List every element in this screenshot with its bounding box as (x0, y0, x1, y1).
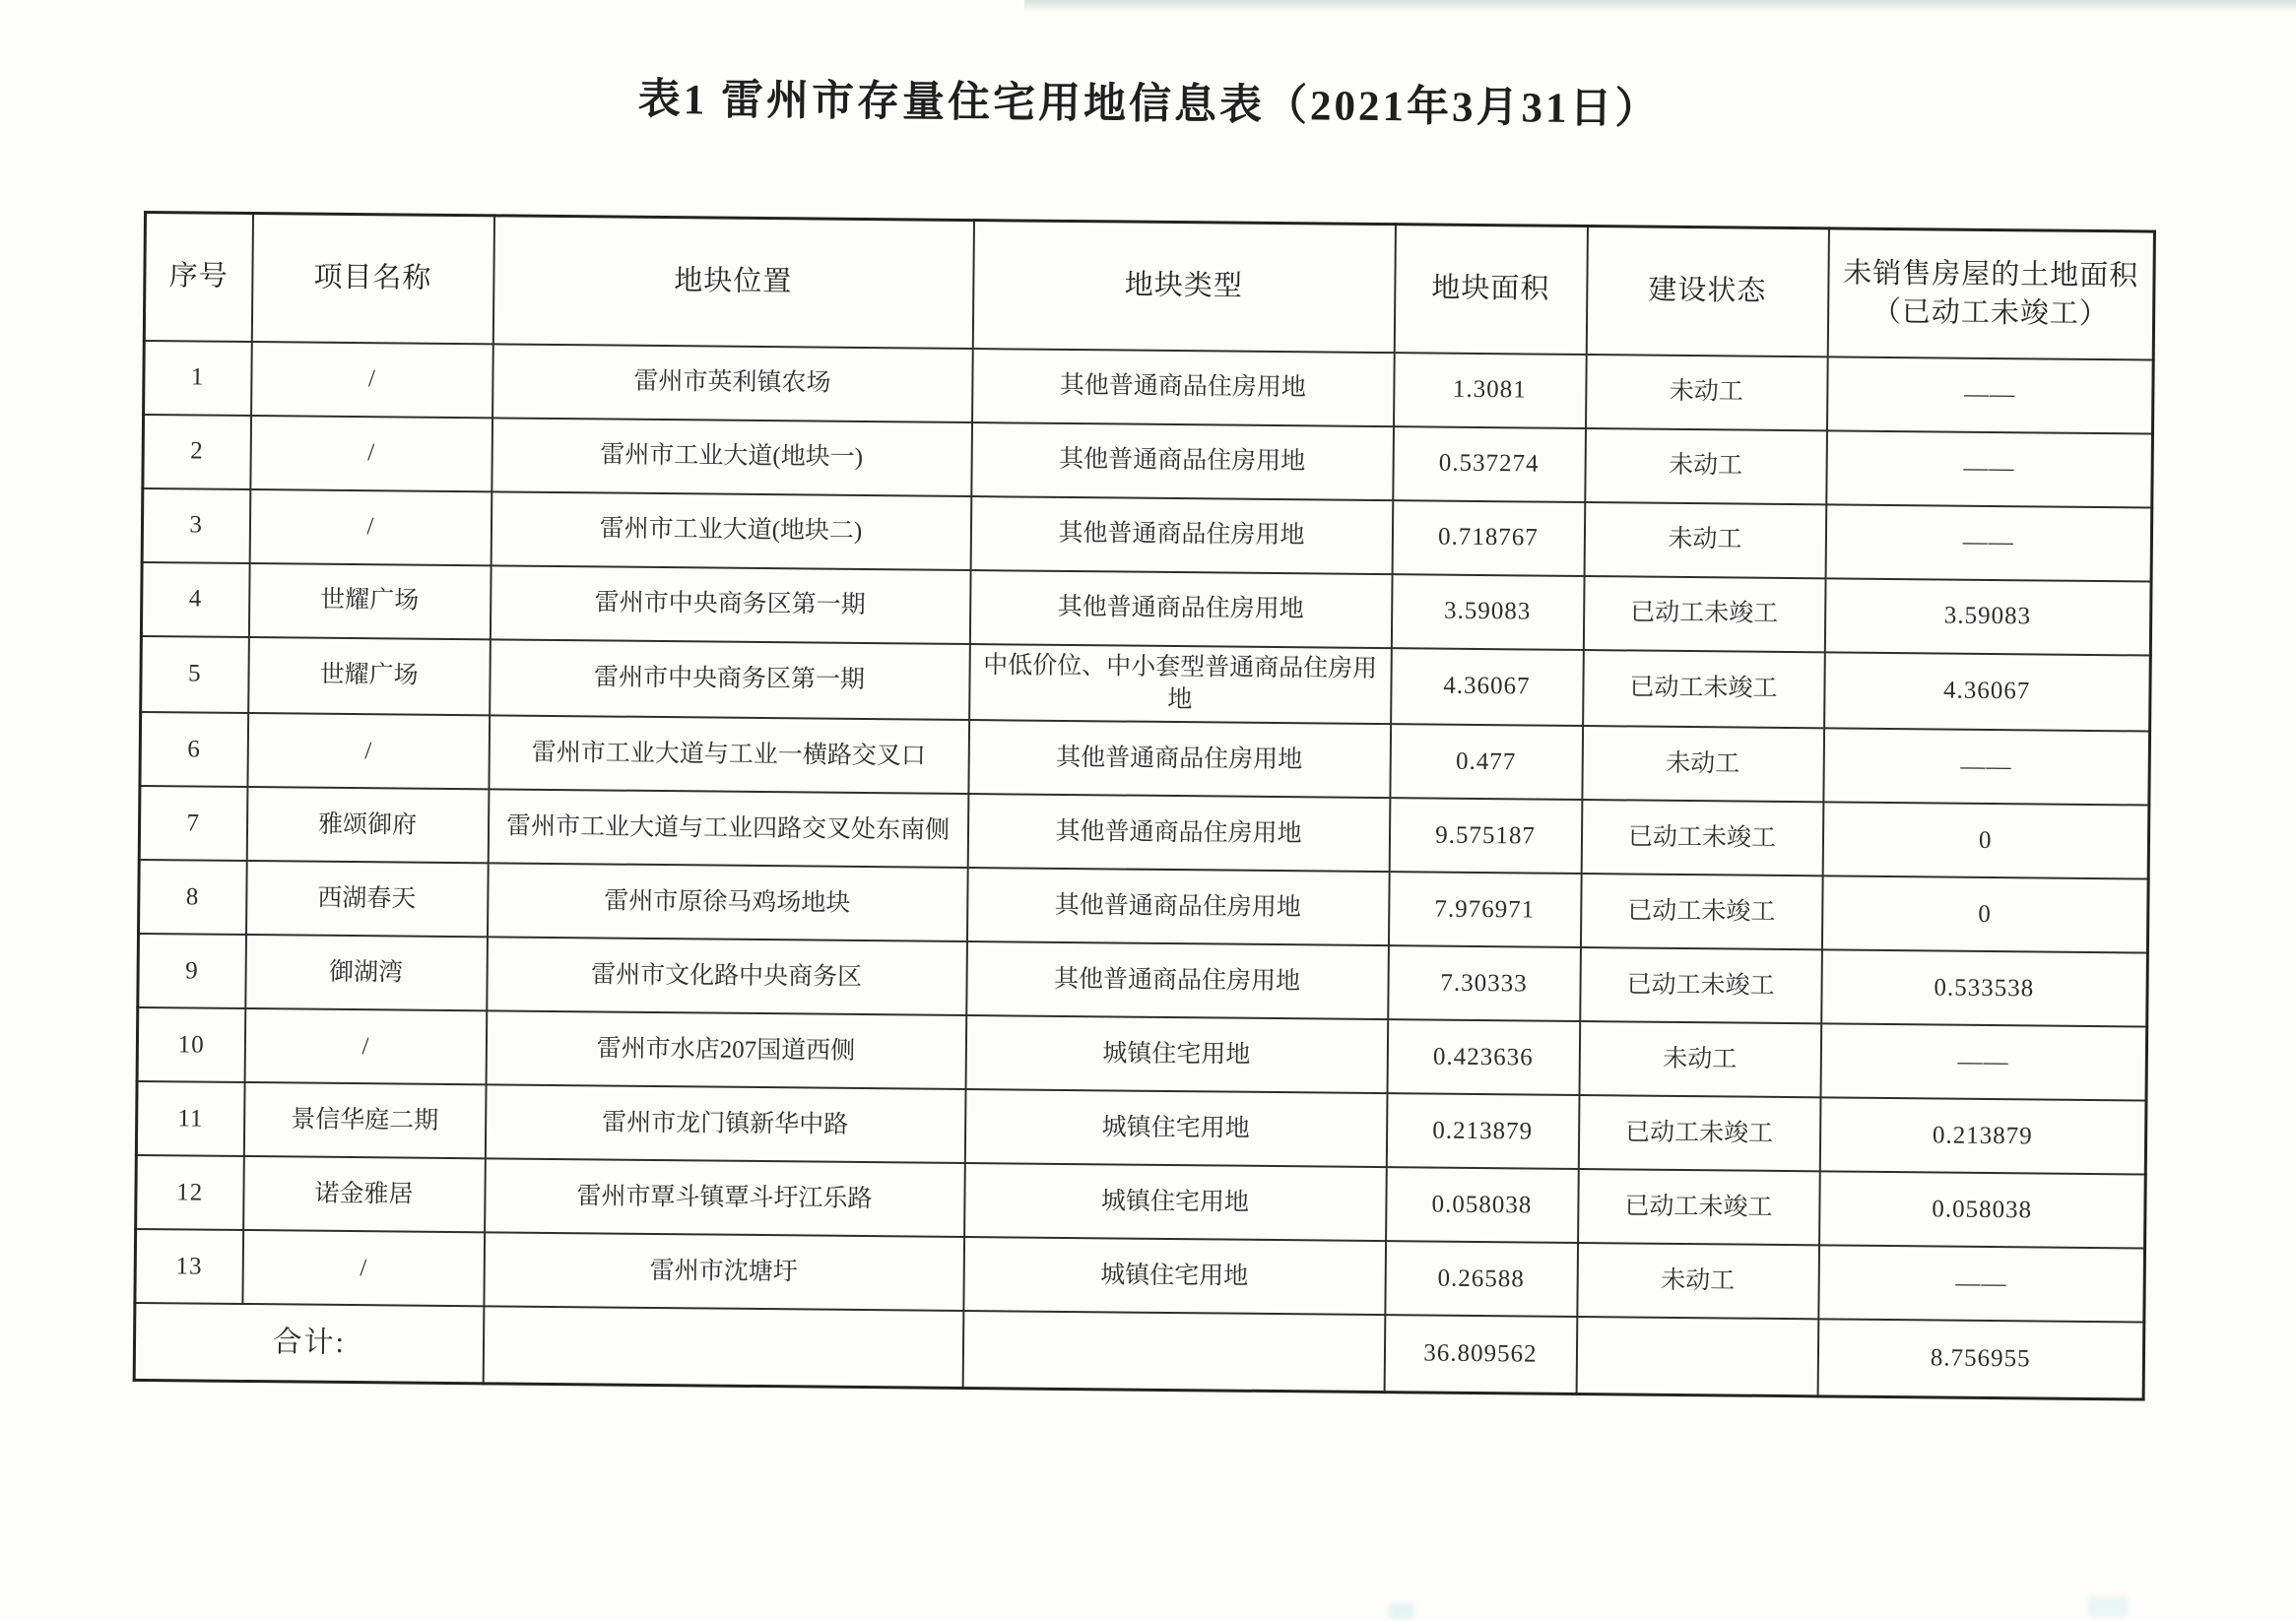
cell-project-name: 景信华庭二期 (243, 1082, 486, 1158)
cell-status: 未动工 (1579, 1021, 1821, 1097)
cell-unsold-area: 0 (1821, 875, 2148, 952)
cell-unsold-area: 0.213879 (1819, 1097, 2146, 1174)
cell-type: 中低价位、中小套型普通商品住房用地 (969, 644, 1392, 725)
cell-location: 雷州市覃斗镇覃斗圩江乐路 (485, 1158, 965, 1237)
total-location-cell (483, 1306, 963, 1388)
header-status: 建设状态 (1586, 227, 1828, 357)
cell-index: 3 (142, 487, 250, 562)
cell-status: 已动工未竣工 (1578, 1095, 1820, 1171)
cell-status: 已动工未竣工 (1578, 1169, 1820, 1245)
cell-area: 0.718767 (1392, 500, 1585, 576)
header-index: 序号 (144, 212, 252, 341)
cell-area: 0.058038 (1386, 1167, 1579, 1243)
cell-status: 未动工 (1585, 428, 1827, 504)
cell-project-name: / (242, 1230, 485, 1306)
total-unsold-cell: 8.756955 (1817, 1319, 2144, 1398)
cell-type: 城镇住宅用地 (963, 1237, 1386, 1315)
cell-location: 雷州市英利镇农场 (492, 344, 973, 422)
header-type: 地块类型 (972, 221, 1395, 353)
cell-status: 已动工未竣工 (1580, 874, 1822, 949)
header-project-name: 项目名称 (251, 214, 493, 344)
cell-location: 雷州市工业大道(地块一) (492, 418, 972, 496)
cell-index: 2 (143, 414, 251, 488)
cell-index: 8 (139, 860, 247, 935)
cell-location: 雷州市沈塘圩 (484, 1232, 964, 1311)
cell-area: 7.976971 (1388, 872, 1581, 947)
cell-location: 雷州市工业大道与工业一横路交叉口 (489, 715, 969, 794)
cell-unsold-area: —— (1826, 357, 2153, 433)
cell-type: 其他普通商品住房用地 (969, 570, 1392, 648)
cell-location: 雷州市水店207国道西侧 (486, 1010, 966, 1089)
cell-area: 1.3081 (1394, 353, 1587, 428)
cell-status: 未动工 (1577, 1243, 1819, 1319)
cell-location: 雷州市龙门镇新华中路 (485, 1084, 965, 1163)
cell-project-name: / (244, 1008, 487, 1084)
cell-status: 已动工未竣工 (1580, 947, 1822, 1023)
cell-project-name: 世耀广场 (248, 637, 491, 716)
cell-status: 已动工未竣工 (1583, 576, 1825, 652)
cell-index: 11 (136, 1081, 244, 1156)
cell-location: 雷州市中央商务区第一期 (490, 565, 970, 644)
cell-location: 雷州市文化路中央商务区 (487, 937, 967, 1015)
cell-area: 0.26588 (1385, 1241, 1578, 1317)
cell-unsold-area: 0.533538 (1821, 949, 2148, 1026)
cell-project-name: / (247, 713, 490, 789)
cell-unsold-area: 0 (1822, 802, 2149, 878)
cell-unsold-area: —— (1818, 1245, 2145, 1322)
cell-location: 雷州市中央商务区第一期 (490, 639, 970, 720)
cell-status: 未动工 (1584, 502, 1826, 578)
cell-status: 已动工未竣工 (1583, 650, 1825, 729)
cell-area: 9.575187 (1389, 798, 1582, 874)
table-header (144, 212, 2154, 359)
header-row (144, 212, 2154, 359)
total-area-cell: 36.809562 (1384, 1315, 1577, 1394)
cell-index: 5 (141, 635, 249, 713)
cell-index: 10 (137, 1007, 245, 1082)
cell-project-name: / (250, 416, 492, 491)
cell-project-name: / (249, 489, 492, 565)
cell-location: 雷州市工业大道与工业四路交叉处东南侧 (488, 789, 968, 868)
cell-location: 雷州市工业大道(地块二) (491, 491, 971, 570)
cell-project-name: 西湖春天 (246, 861, 489, 937)
cell-index: 12 (136, 1155, 244, 1230)
cell-area: 0.423636 (1387, 1019, 1580, 1095)
cell-location: 雷州市原徐马鸡场地块 (487, 863, 967, 941)
cell-unsold-area: 0.058038 (1819, 1171, 2146, 1248)
cell-type: 其他普通商品住房用地 (971, 422, 1394, 500)
cell-type: 城镇住宅用地 (964, 1163, 1387, 1241)
cell-index: 13 (135, 1229, 243, 1304)
cell-project-name: 御湖湾 (245, 935, 488, 1010)
header-location: 地块位置 (492, 216, 973, 349)
cell-status: 未动工 (1586, 355, 1828, 430)
land-info-table (133, 211, 2156, 1400)
header-area: 地块面积 (1394, 225, 1587, 355)
cell-unsold-area: 3.59083 (1824, 578, 2151, 655)
cell-project-name: 诺金雅居 (243, 1156, 486, 1232)
page-title: 表1 雷州市存量住宅用地信息表（2021年3月31日） (637, 76, 1661, 133)
cell-area: 7.30333 (1388, 945, 1581, 1021)
total-label-cell: 合计: (134, 1303, 484, 1383)
cell-project-name: 雅颂御府 (246, 787, 489, 863)
cell-type: 其他普通商品住房用地 (972, 349, 1395, 426)
cell-type: 其他普通商品住房用地 (968, 720, 1391, 798)
cell-status: 已动工未竣工 (1581, 800, 1823, 875)
cell-type: 其他普通商品住房用地 (970, 496, 1393, 574)
total-status-cell (1576, 1317, 1818, 1395)
cell-status: 未动工 (1582, 726, 1824, 802)
total-type-cell (962, 1311, 1385, 1392)
cell-area: 4.36067 (1391, 648, 1584, 726)
cell-area: 3.59083 (1391, 574, 1584, 650)
cell-area: 0.537274 (1393, 426, 1586, 502)
cell-unsold-area: —— (1823, 728, 2150, 805)
cell-area: 0.213879 (1386, 1093, 1579, 1169)
cell-type: 城镇住宅用地 (965, 1015, 1388, 1093)
cell-type: 城镇住宅用地 (964, 1089, 1387, 1167)
cell-type: 其他普通商品住房用地 (966, 941, 1389, 1019)
cell-unsold-area: —— (1820, 1023, 2147, 1100)
header-unsold-area: 未销售房屋的土地面积 （已动工未竣工） (1827, 228, 2154, 359)
cell-project-name: 世耀广场 (248, 563, 491, 639)
cell-index: 6 (140, 712, 248, 787)
cell-type: 其他普通商品住房用地 (966, 868, 1389, 945)
cell-index: 9 (138, 934, 246, 1008)
cell-area: 0.477 (1390, 724, 1583, 800)
cell-project-name: / (251, 342, 493, 418)
cell-unsold-area: —— (1825, 504, 2152, 581)
cell-index: 7 (139, 786, 247, 861)
cell-unsold-area: 4.36067 (1824, 652, 2151, 732)
cell-type: 其他普通商品住房用地 (967, 794, 1390, 872)
cell-index: 4 (141, 561, 249, 636)
table-body (135, 340, 2153, 1322)
cell-index: 1 (144, 340, 252, 415)
cell-unsold-area: —— (1826, 430, 2153, 507)
